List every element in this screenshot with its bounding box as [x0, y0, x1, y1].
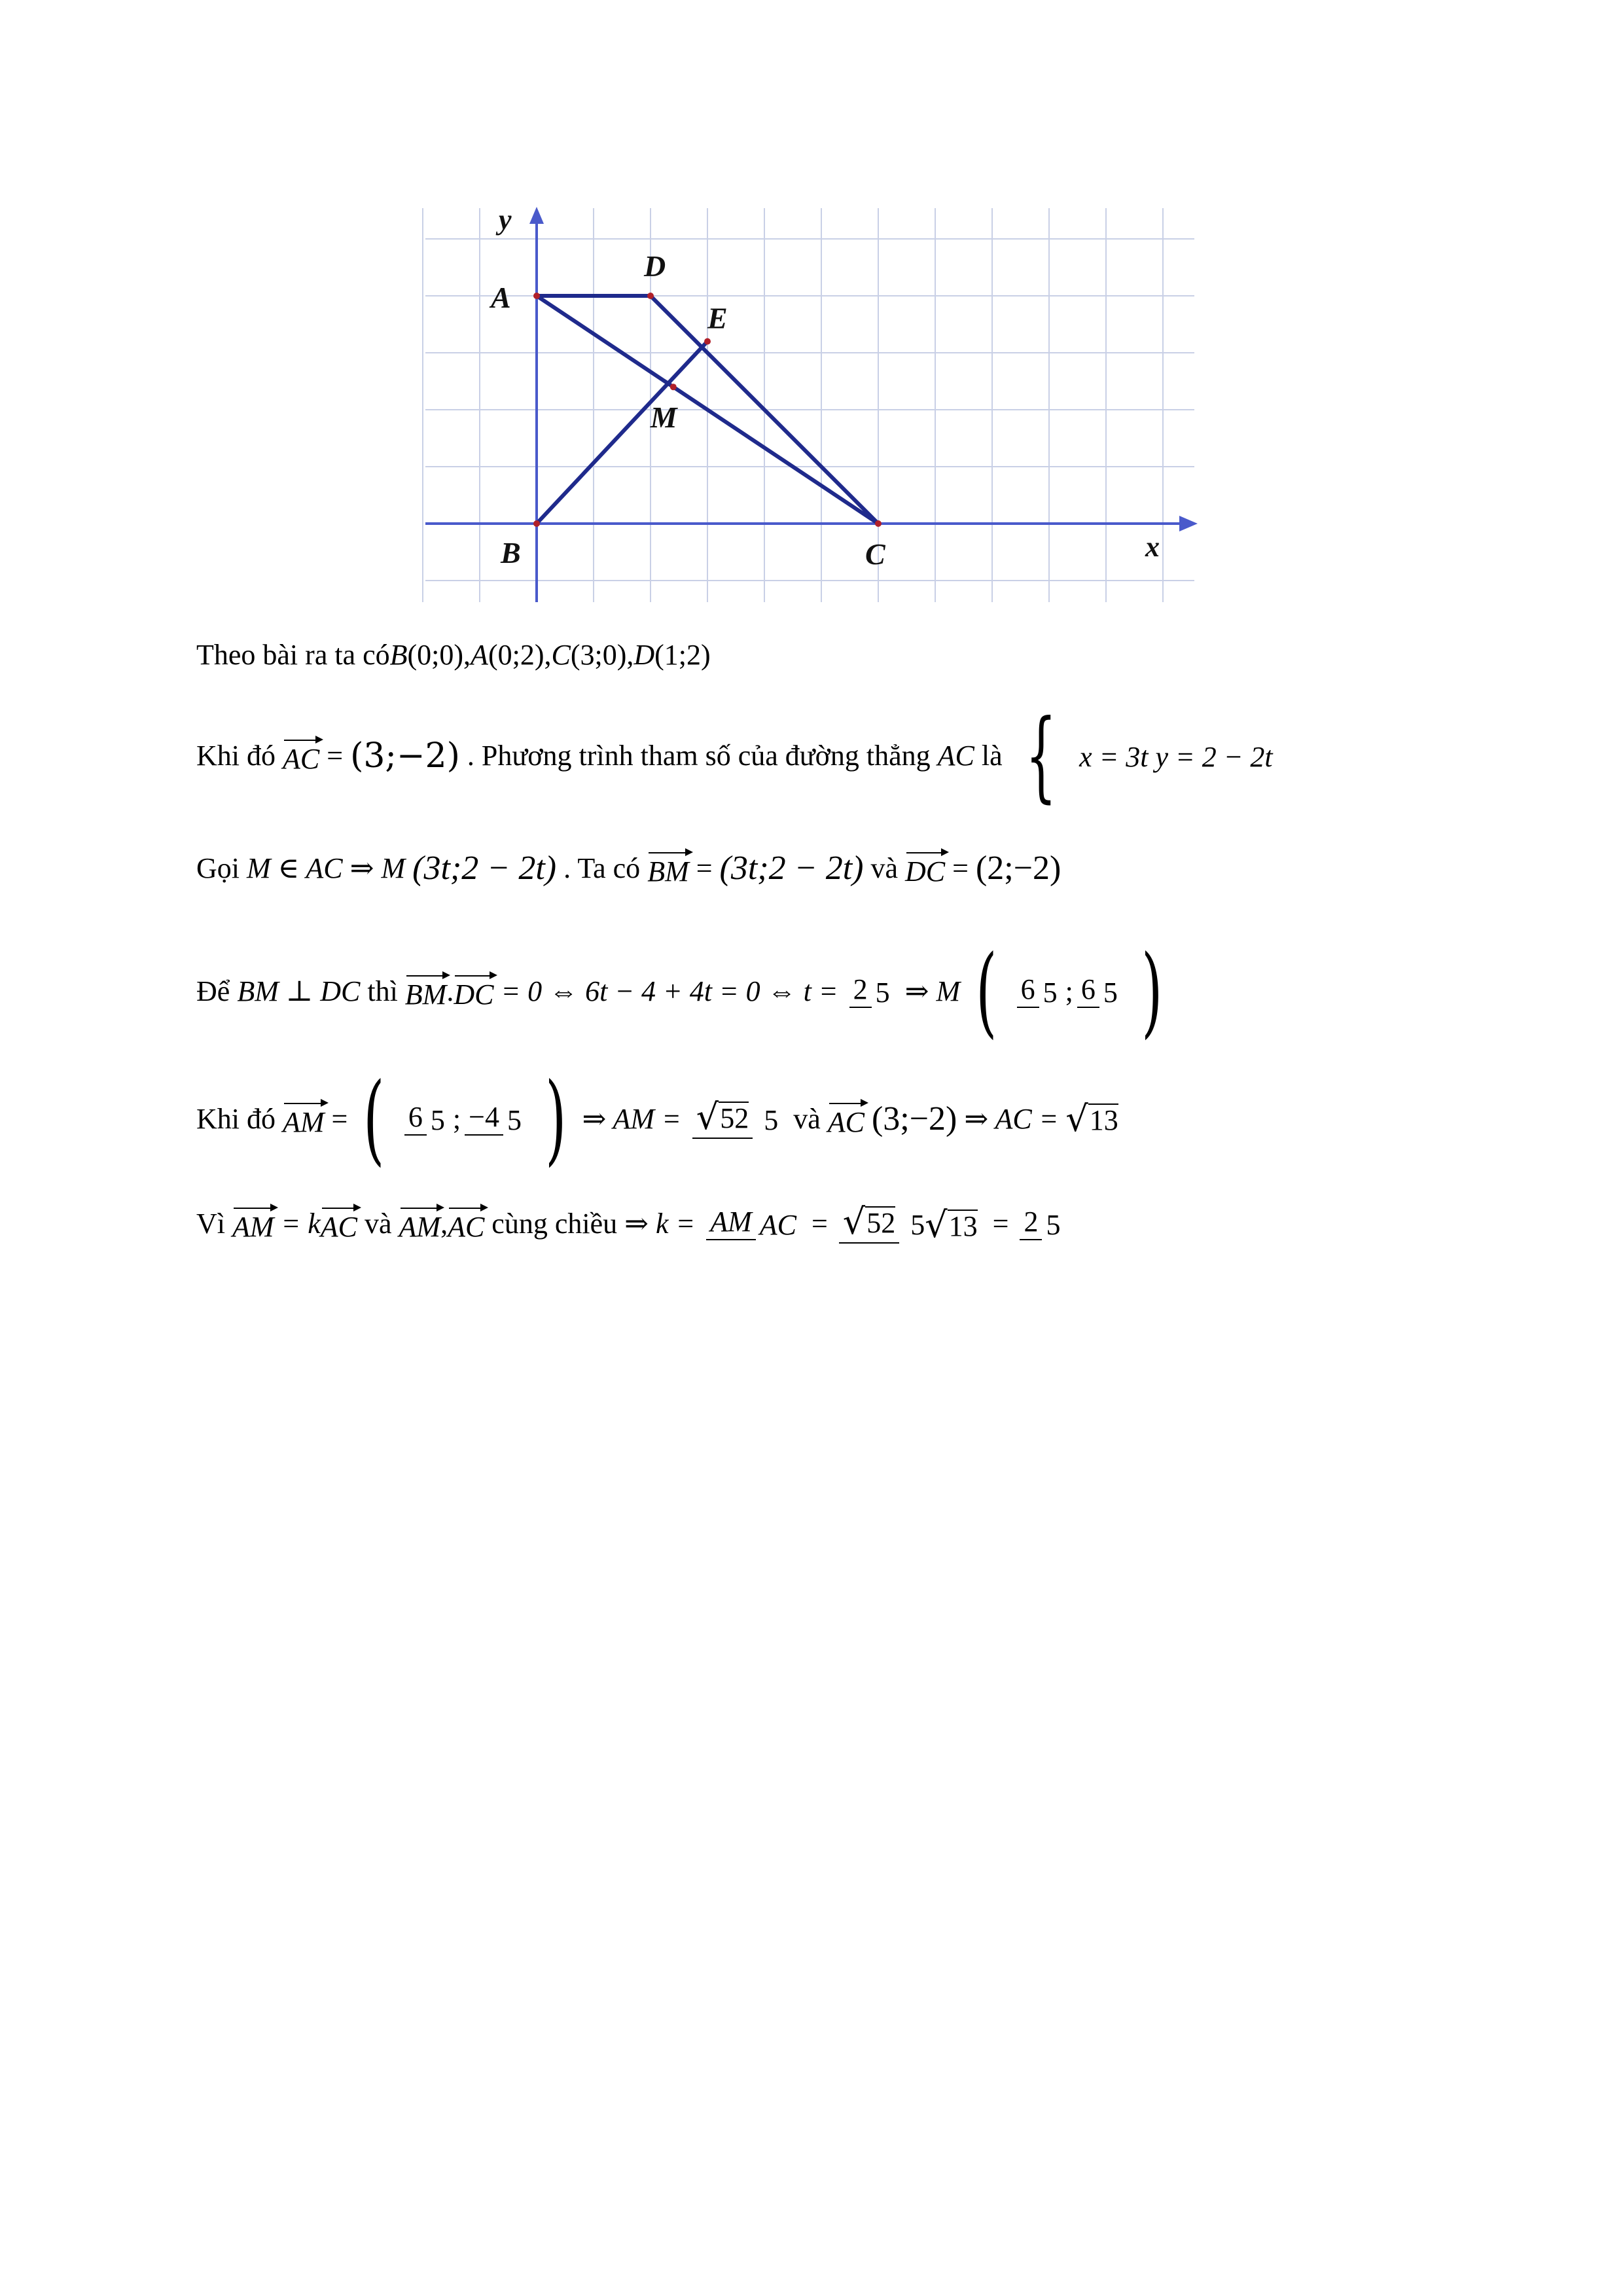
vector-AM: AM — [283, 1102, 325, 1137]
sqrt-13: √13 — [1065, 1098, 1118, 1139]
point-M — [670, 384, 677, 390]
point-label-M: M — [650, 401, 677, 435]
fraction-b: −4 5 — [465, 1103, 526, 1136]
vector-DC: DC — [905, 851, 945, 886]
point-E — [704, 338, 711, 345]
fraction-AM: √52 5 — [692, 1100, 782, 1139]
vector-BM: BM — [647, 851, 689, 886]
x-axis-arrow-icon — [1179, 516, 1198, 531]
y-axis-label: y — [499, 204, 512, 236]
x-axis-label: x — [1145, 531, 1160, 563]
line-vector-AM: Khi đó AM = ( 6 5 ; −4 5 ) ⇒ AM = √52 5 và AC (3;−2) ⇒ AC = √13 — [196, 1062, 1118, 1176]
sqrt-icon: √ — [1065, 1098, 1088, 1139]
y-axis-arrow-icon — [529, 207, 544, 224]
vector-DC: DC — [454, 974, 493, 1009]
point-C — [875, 520, 882, 527]
line-parametric-equation: Khi đó AC = (3;−2) . Phương trình tham số của đường thẳng AC là { x = 3t y = 2 − 2t — [196, 699, 1273, 813]
fraction-m1: 6 5 — [1017, 975, 1061, 1009]
equation-system: { x = 3t y = 2 − 2t — [1025, 699, 1273, 813]
right-paren-icon: ) — [1141, 935, 1163, 1049]
point-D — [647, 293, 654, 299]
sqrt-icon: √ — [925, 1204, 948, 1246]
fraction-t: 2 5 — [849, 975, 894, 1009]
line-coordinates: Theo bài ra ta cóB(0;0),A(0;2),C(3;0),D(1;2) — [196, 638, 711, 671]
point-B — [533, 520, 540, 527]
point-label-A: A — [491, 281, 511, 314]
coordinate-figure — [419, 203, 1204, 609]
fraction-sqrt: √52 5√13 — [839, 1204, 982, 1244]
right-paren-icon: ) — [545, 1062, 567, 1176]
vector-AC: AC — [283, 738, 319, 774]
sqrt-icon: √ — [842, 1201, 866, 1242]
vector-AM: AM — [232, 1206, 274, 1242]
fraction-result: 2 5 — [1020, 1208, 1064, 1241]
fraction-m2: 6 5 — [1077, 975, 1122, 1009]
line-point-M: Gọi M ∈ AC ⇒ M (3t;2 − 2t) . Ta có BM = (3t;2 − 2t) và DC = (2;−2) — [196, 850, 1061, 888]
vector-AC: AC — [448, 1206, 484, 1242]
fraction-a: 6 5 — [404, 1103, 449, 1136]
left-paren-icon: ( — [976, 935, 997, 1049]
vector-AC: AC — [321, 1206, 357, 1242]
point-label-B: B — [501, 536, 521, 569]
vector-AM: AM — [399, 1206, 441, 1242]
vector-AC: AC — [828, 1102, 865, 1137]
sqrt-icon: √ — [696, 1096, 719, 1138]
point-label-C: C — [865, 537, 885, 571]
vector-BM: BM — [405, 974, 447, 1009]
line-ratio-k: Vì AM = kAC và AM,AC cùng chiều ⇒ k = AM AC = √52 5√13 = 2 5 — [196, 1204, 1068, 1244]
left-paren-icon: ( — [363, 1062, 385, 1176]
point-label-D: D — [644, 249, 666, 283]
line-perpendicular: Để BM ⊥ DC thì BM.DC = 0 ⇔ 6t − 4 + 4t = 0 ⇔ t = 2 5 ⇒ M ( 6 5 ; 6 5 ) — [196, 935, 1163, 1049]
fraction-AM-AC: AM AC — [706, 1208, 800, 1241]
brace-icon: { — [1025, 699, 1057, 813]
point-A — [533, 293, 540, 299]
segment-BE — [537, 342, 707, 524]
point-label-E: E — [707, 301, 728, 335]
